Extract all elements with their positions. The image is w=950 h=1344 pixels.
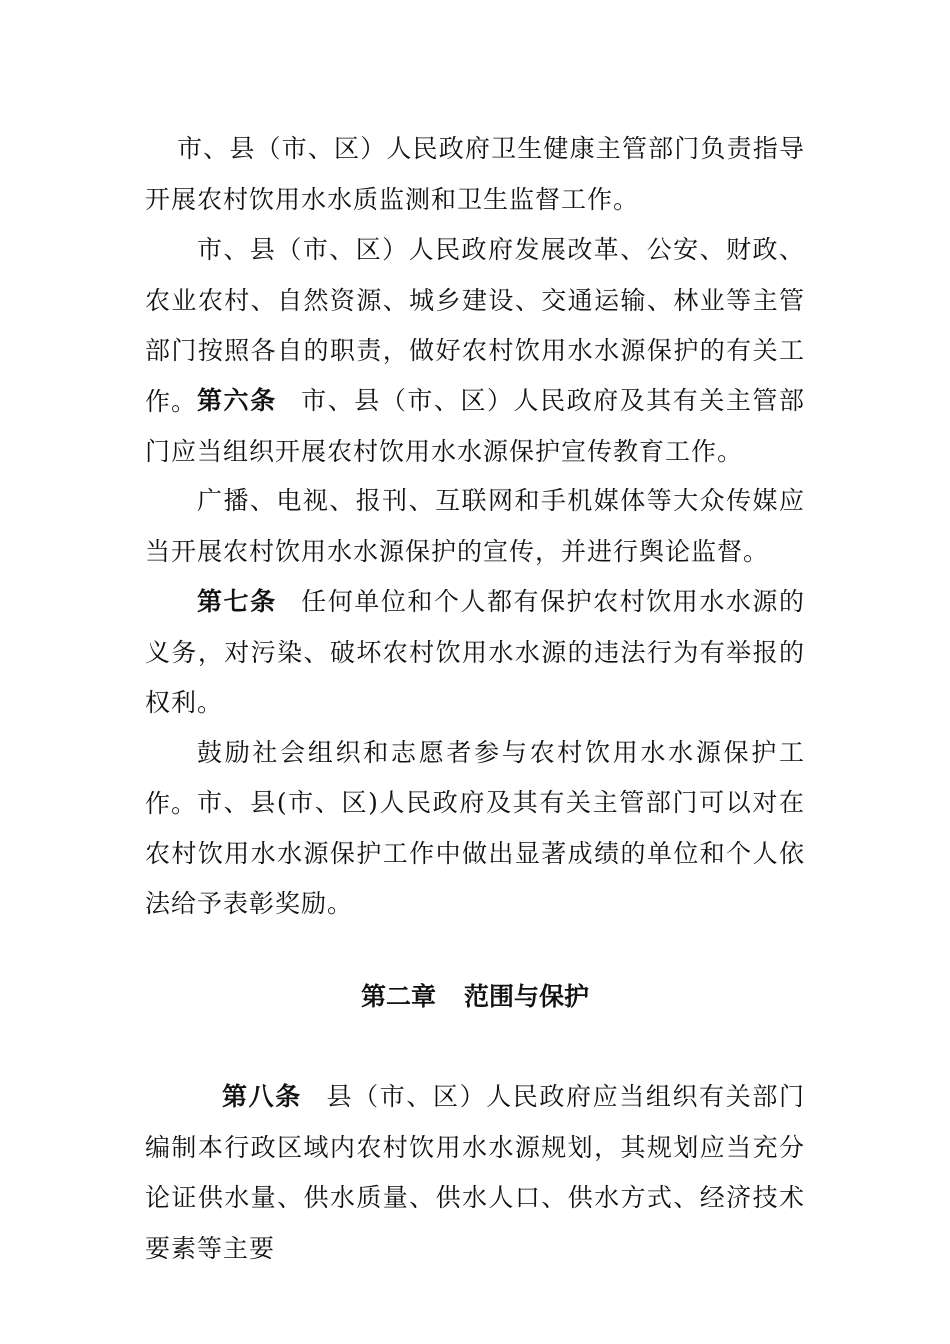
paragraph-health-department xyxy=(145,124,805,225)
chapter-heading xyxy=(0,977,950,1017)
paragraph-text: 鼓励社会组织和志愿者参与农村饮用水水源保护工作。 xyxy=(145,738,805,818)
chapter-title: 范围与保护 xyxy=(464,982,590,1011)
chapter-number: 第二章 xyxy=(360,982,436,1011)
article-7 xyxy=(145,577,805,729)
article-number: 第七条 xyxy=(197,587,277,616)
article-6 xyxy=(145,376,805,477)
article-number: 第八条 xyxy=(222,1082,302,1111)
paragraph-commendation xyxy=(145,778,805,930)
paragraph-text: 市、县（市、区）人民政府卫生健康主管部门负责指导开展农村饮用水水质监测和卫生监督工作。 xyxy=(145,134,805,214)
paragraph-text: 市、县（市、区）人民政府及其有关主管部门应当组织开展农村饮用水水源保护宣传教育工作。 xyxy=(145,386,805,466)
paragraph-text: 任何单位和个人都有保护农村饮用水水源的义务，对污染、破坏农村饮用水水源的违法行为有举报的权利。 xyxy=(145,587,805,717)
paragraph-text: 广播、电视、报刊、互联网和手机媒体等大众传媒应当开展农村饮用水水源保护的宣传，并进行舆论监督。 xyxy=(145,486,805,566)
article-number: 第六条 xyxy=(197,386,277,415)
paragraph-text: 市、县（市、区）人民政府发展改革、公安、财政、农业农村、自然资源、城乡建设、交通运输、林业等主管部门按照各自的职责，做好农村饮用水水源保护的有关工作。 xyxy=(145,235,805,416)
article-8 xyxy=(145,1072,805,1274)
paragraph-text: 县（市、区）人民政府应当组织有关部门编制本行政区域内农村饮用水水源规划，其规划应当充分论证供水量、供水质量、供水人口、供水方式、经济技术要素等主要 xyxy=(145,1082,805,1263)
paragraph-text: 市、县(市、区)人民政府及其有关主管部门可以对在农村饮用水水源保护工作中做出显著成绩的单位和个人依法给予表彰奖励。 xyxy=(145,788,805,918)
paragraph-media xyxy=(145,476,805,577)
